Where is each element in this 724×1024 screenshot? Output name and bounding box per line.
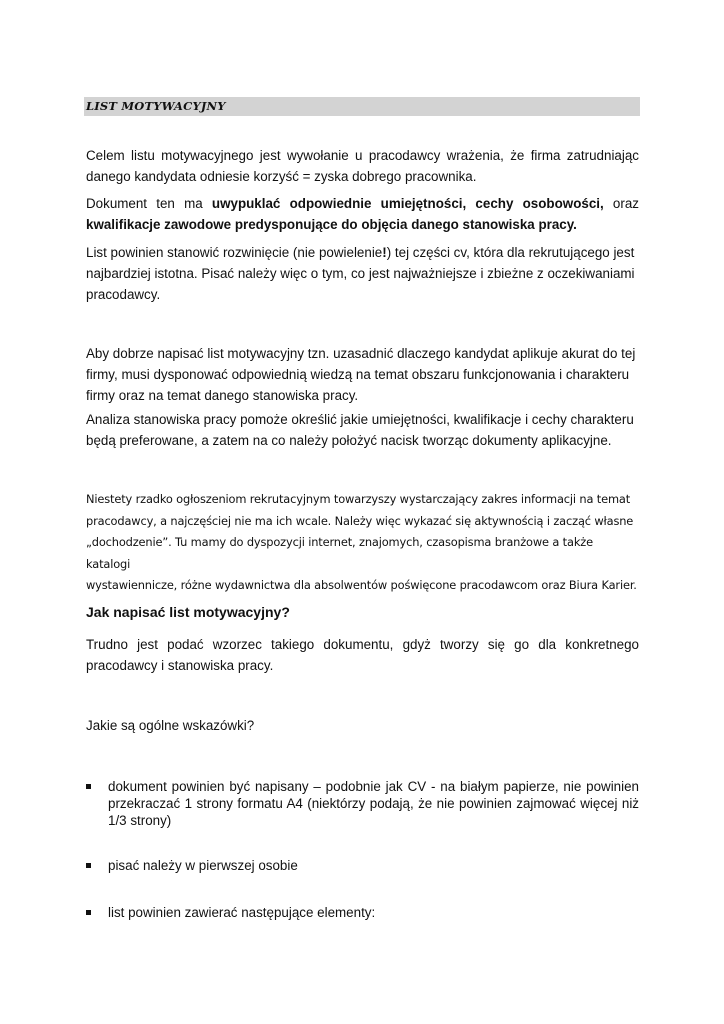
paragraph-line: pracodawcy. [86, 287, 161, 302]
paragraph-line [86, 193, 639, 214]
bold-text-run: ! [382, 245, 387, 260]
paragraph-knowledge [86, 343, 639, 406]
paragraph-line: 1/3 strony) [108, 813, 172, 828]
paragraph-line [86, 242, 639, 263]
paragraph-line: Trudno jest podać wzorzec takiego dokumentu, gdyż tworzy się go dla konkretnego [86, 637, 639, 652]
list-item-text [108, 857, 639, 874]
paragraph-content [86, 193, 639, 235]
paragraph-research-note [86, 489, 639, 597]
paragraph-line [86, 214, 639, 235]
paragraph-line: list powinien zawierać następujące elementy: [108, 905, 376, 920]
paragraph-line: Aby dobrze napisać list motywacyjny tzn. uzasadnić dlaczego kandydat aplikuje akurat do tej [86, 346, 636, 361]
text-run: ) tej części cv, która dla rekrutującego jest [386, 245, 635, 260]
text-run: Dokument ten ma [86, 196, 212, 211]
paragraph-analysis [86, 409, 639, 451]
paragraph-line: firmy, musi dysponować odpowiednią wiedzą na temat obszaru funkcjonowania i charakteru [86, 367, 630, 382]
bold-text-run: uwypuklać odpowiednie umiejętności, cechy osobowości, [211, 196, 604, 211]
title-banner [84, 97, 640, 116]
bullet-square-icon [86, 784, 91, 789]
list-item-text [108, 904, 639, 921]
paragraph-line: przekraczać 1 strony formatu A4 (niektórzy podają, że nie powinien zajmować więcej niż [108, 796, 639, 811]
paragraph-tips-question: Jakie są ogólne wskazówki? [86, 718, 255, 733]
text-run: List powinien stanowić rozwinięcie (nie powielenie [86, 245, 383, 260]
paragraph-line: Niestety rzadko ogłoszeniom rekrutacyjnym towarzyszy wystarczający zakres informacji na temat [86, 492, 631, 506]
paragraph-line: pracodawcy, a najczęściej nie ma ich wcale. Należy więc wykazać się aktywnością i zacząć własne [86, 513, 634, 528]
section-heading: Jak napisać list motywacyjny? [86, 604, 290, 620]
paragraph-line: pisać należy w pierwszej osobie [108, 858, 298, 873]
paragraph-line: danego kandydata odniesie korzyść = zyska dobrego pracownika. [86, 169, 477, 184]
paragraph-line: Analiza stanowiska pracy pomoże określić jakie umiejętności, kwalifikacje i cechy charakteru [86, 412, 634, 427]
bullet-square-icon [86, 910, 91, 915]
paragraph-cv-extension [86, 242, 639, 305]
paragraph-line: „dochodzenie”. Tu mamy do dyspozycji internet, znajomych, czasopisma branżowe a także katalogi [86, 535, 593, 571]
paragraph-line: pracodawcy i stanowiska pracy. [86, 658, 274, 673]
paragraph-template [86, 634, 639, 676]
paragraph-purpose [86, 145, 639, 187]
text-run: oraz [603, 196, 639, 211]
paragraph-line: dokument powinien być napisany – podobnie jak CV - na białym papierze, nie powinien [108, 779, 639, 794]
paragraph-line: wystawiennicze, różne wydawnictwa dla absolwentów poświęcone pracodawcom oraz Biura Karier. [86, 578, 637, 592]
paragraph-line: będą preferowane, a zatem na co należy położyć nacisk tworząc dokumenty aplikacyjne. [86, 433, 612, 448]
paragraph-line: najbardziej istotna. Pisać należy więc o tym, co jest najważniejsze i zbieżne z oczekiwaniami [86, 266, 635, 281]
bullet-square-icon [86, 863, 91, 868]
document-title: LIST MOTYWACYJNY [86, 99, 226, 113]
paragraph-line: firmy oraz na temat danego stanowiska pracy. [86, 388, 359, 403]
list-item-text [108, 778, 639, 829]
bold-text-run: kwalifikacje zawodowe predysponujące do objęcia danego stanowiska pracy. [86, 217, 577, 232]
paragraph-line: Celem listu motywacyjnego jest wywołanie u pracodawcy wrażenia, że firma zatrudniając [86, 148, 639, 163]
